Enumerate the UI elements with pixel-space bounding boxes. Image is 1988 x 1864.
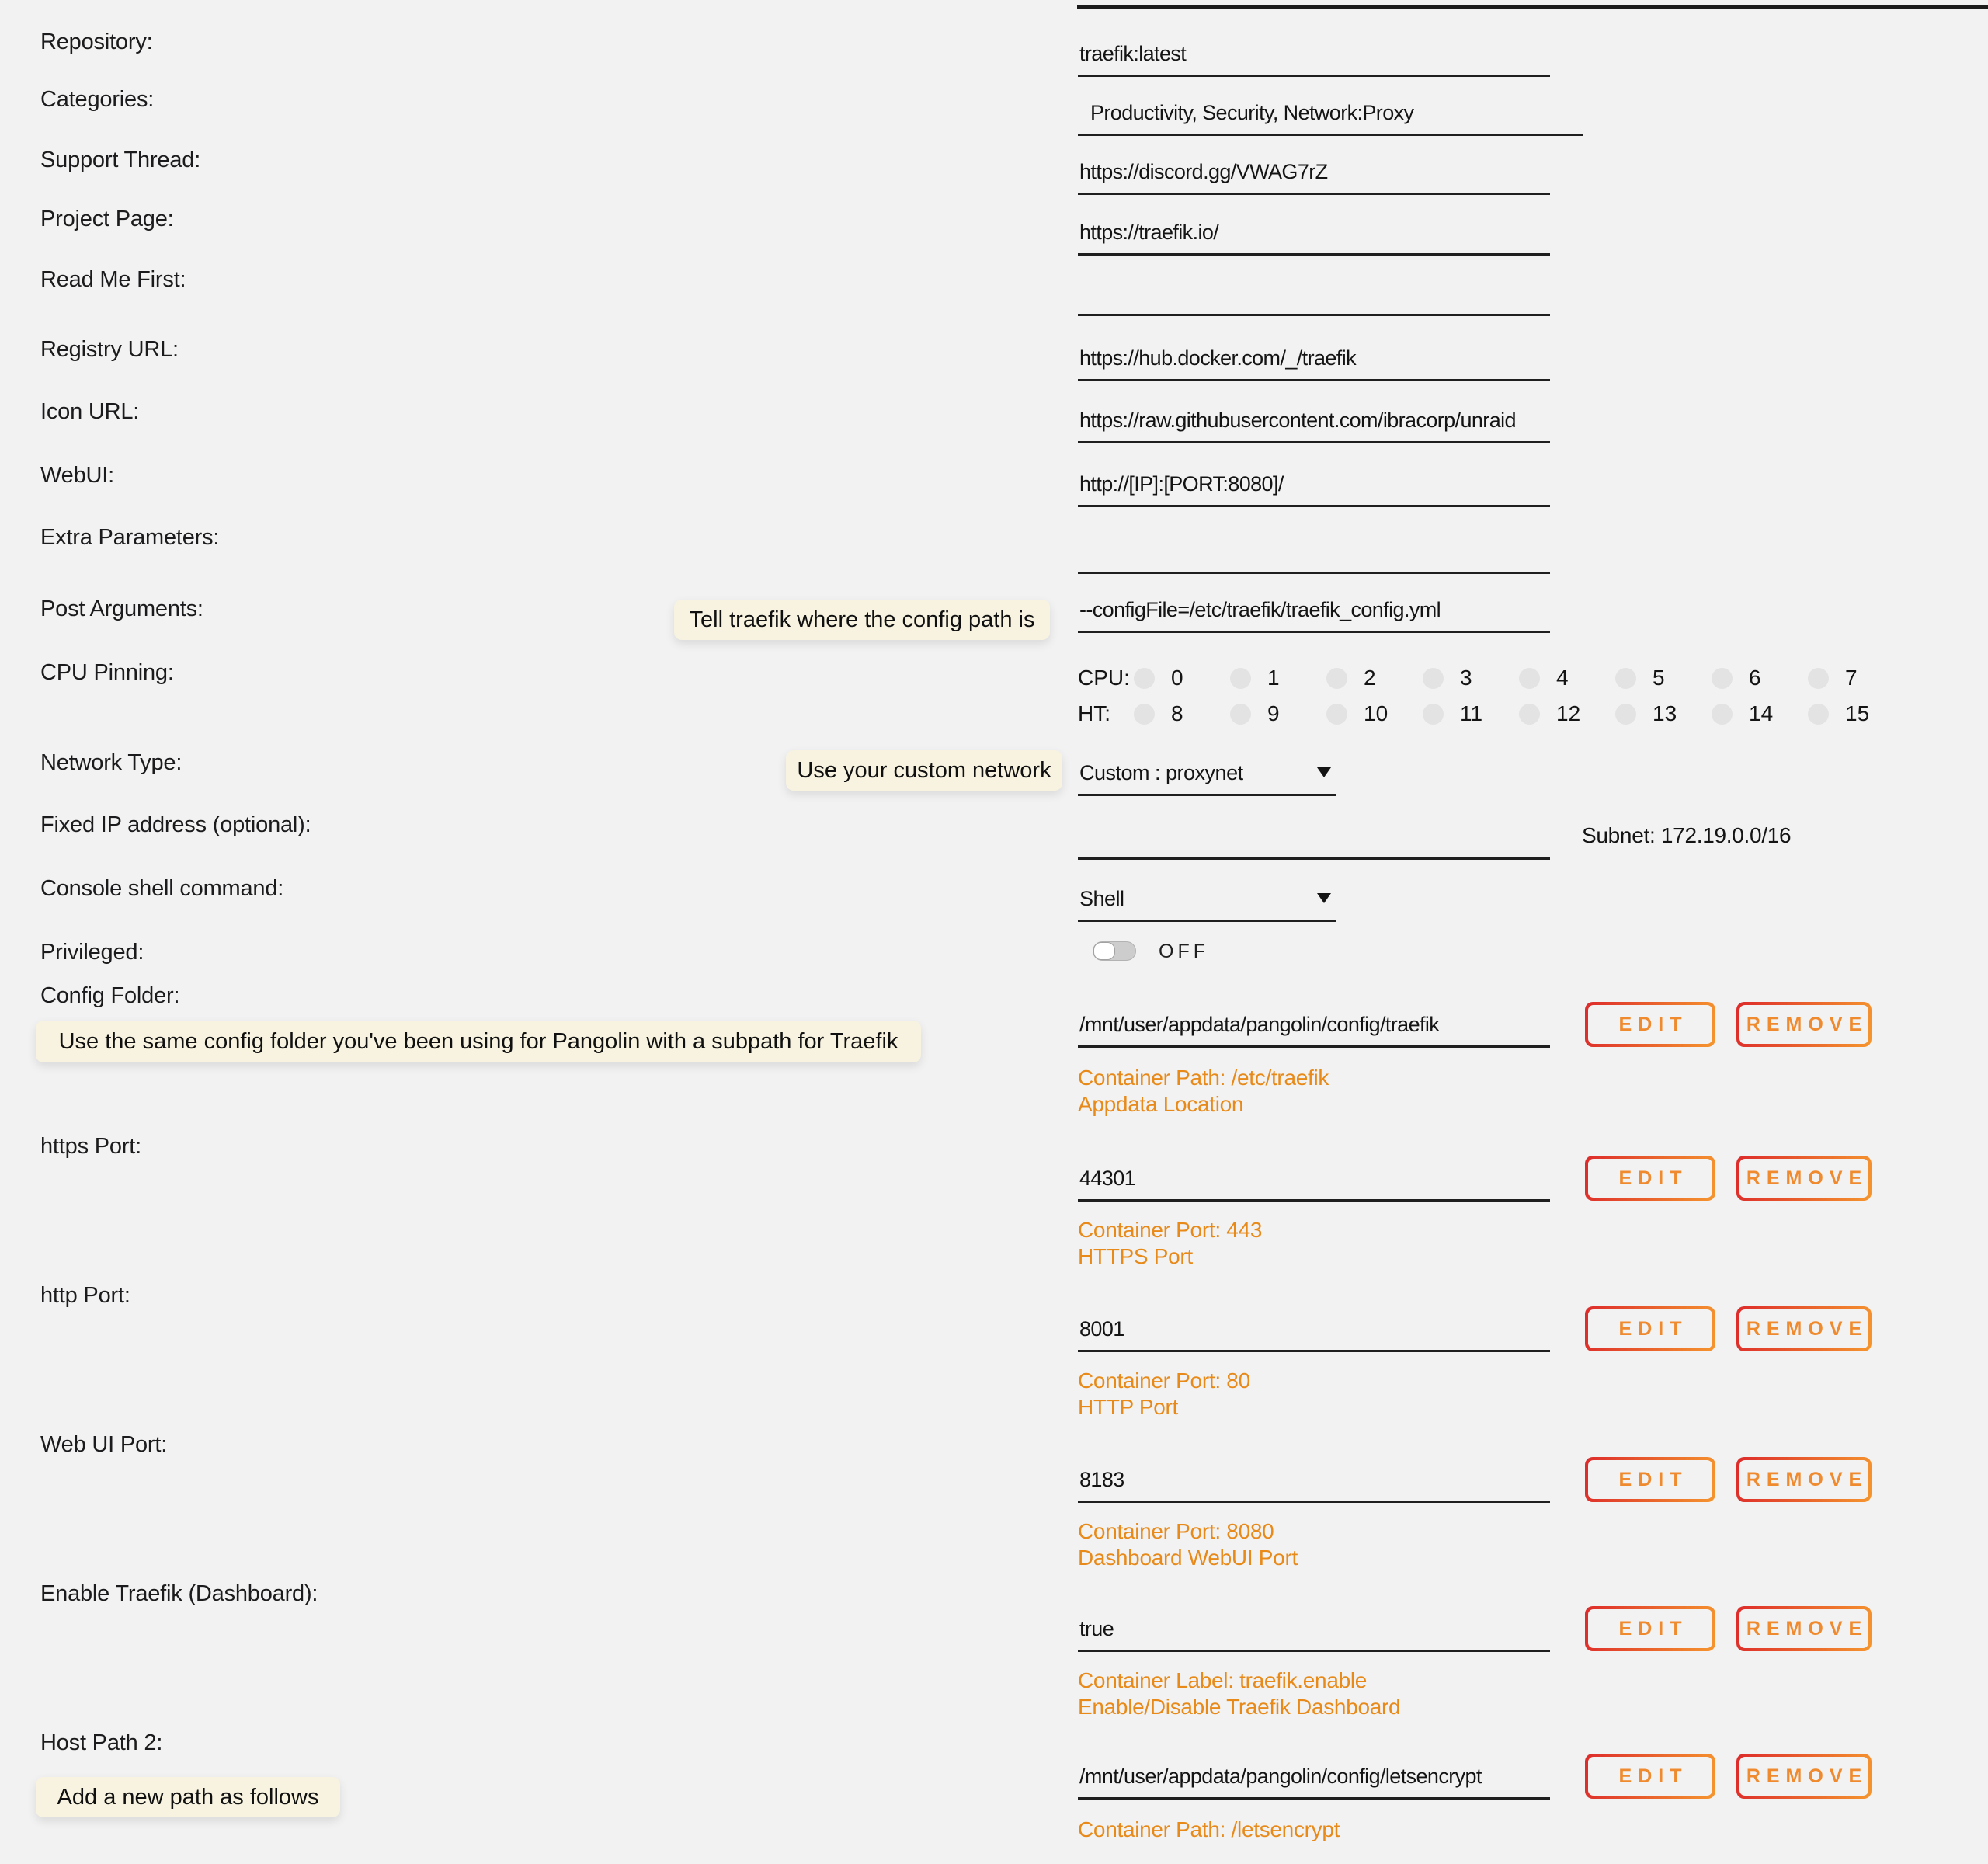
ht-row-label: HT:	[1078, 701, 1110, 725]
host-path-2-label: Host Path 2:	[40, 1730, 163, 1755]
enable-traefik-input[interactable]: true	[1079, 1617, 1114, 1640]
privileged-toggle-state: OFF	[1159, 941, 1209, 962]
support-thread-label: Support Thread:	[40, 148, 201, 172]
ht-11-checkbox[interactable]	[1423, 704, 1444, 725]
webui-underline	[1078, 505, 1550, 507]
cpu-5-checkbox[interactable]	[1615, 668, 1636, 689]
fixed-ip-underline	[1078, 857, 1550, 860]
cpu-0-checkbox[interactable]	[1134, 668, 1155, 689]
privileged-toggle[interactable]	[1093, 941, 1136, 961]
http-port-label: http Port:	[40, 1283, 130, 1308]
config-folder-description: Appdata Location	[1078, 1092, 1244, 1116]
config-folder-edit-button[interactable]: EDIT	[1585, 1002, 1715, 1047]
host-path-2-tooltip: Add a new path as follows	[36, 1777, 340, 1817]
config-folder-underline	[1078, 1045, 1550, 1048]
cpu-5-number: 5	[1653, 666, 1665, 690]
registry-url-label: Registry URL:	[40, 337, 179, 362]
toggle-knob	[1093, 942, 1115, 960]
cpu-0-number: 0	[1171, 666, 1183, 690]
icon-url-underline	[1078, 441, 1550, 443]
cpu-1-checkbox[interactable]	[1230, 668, 1251, 689]
registry-url-input[interactable]: https://hub.docker.com/_/traefik	[1079, 346, 1356, 370]
repository-input[interactable]: traefik:latest	[1079, 42, 1187, 65]
network-type-select[interactable]	[1079, 760, 1336, 788]
config-folder-label: Config Folder:	[40, 983, 180, 1008]
enable-traefik-container-label: Container Label: traefik.enable	[1078, 1668, 1368, 1692]
categories-underline	[1078, 134, 1583, 136]
support-thread-input[interactable]: https://discord.gg/VWAG7rZ	[1079, 160, 1328, 183]
post-arguments-label: Post Arguments:	[40, 596, 203, 621]
cpu-6-number: 6	[1749, 666, 1761, 690]
ht-13-checkbox[interactable]	[1615, 704, 1636, 725]
console-shell-underline	[1078, 920, 1336, 922]
registry-url-underline	[1078, 379, 1550, 381]
http-port-remove-button[interactable]: REMOVE	[1736, 1306, 1872, 1351]
console-shell-selected-value: Shell	[1079, 887, 1124, 910]
ht-14-checkbox[interactable]	[1712, 704, 1733, 725]
previous-field-underline	[1077, 5, 1988, 9]
webui-port-container-port: Container Port: 8080	[1078, 1519, 1274, 1543]
cpu-2-checkbox[interactable]	[1326, 668, 1347, 689]
https-port-underline	[1078, 1199, 1550, 1202]
ht-15-number: 15	[1845, 701, 1870, 725]
cpu-pinning-label: CPU Pinning:	[40, 660, 174, 685]
config-folder-tooltip: Use the same config folder you've been using for Pangolin with a subpath for Traefik	[36, 1021, 921, 1062]
project-page-underline	[1078, 253, 1550, 256]
webui-port-remove-button[interactable]: REMOVE	[1736, 1457, 1872, 1502]
cpu-7-checkbox[interactable]	[1808, 668, 1829, 689]
ht-9-checkbox[interactable]	[1230, 704, 1251, 725]
cpu-2-number: 2	[1364, 666, 1376, 690]
webui-port-label: Web UI Port:	[40, 1432, 168, 1457]
extra-parameters-label: Extra Parameters:	[40, 525, 220, 550]
repository-label: Repository:	[40, 30, 153, 54]
ht-13-number: 13	[1653, 701, 1677, 725]
repository-underline	[1078, 75, 1550, 77]
ht-14-number: 14	[1749, 701, 1774, 725]
webui-port-edit-button[interactable]: EDIT	[1585, 1457, 1715, 1502]
cpu-4-checkbox[interactable]	[1519, 668, 1540, 689]
config-folder-container-path: Container Path: /etc/traefik	[1078, 1066, 1329, 1090]
ht-11-number: 11	[1460, 701, 1483, 725]
support-thread-underline	[1078, 193, 1550, 195]
cpu-6-checkbox[interactable]	[1712, 668, 1733, 689]
https-port-container-port: Container Port: 443	[1078, 1218, 1263, 1242]
http-port-description: HTTP Port	[1078, 1395, 1179, 1419]
categories-input[interactable]: Productivity, Security, Network:Proxy	[1090, 101, 1414, 124]
enable-traefik-edit-button[interactable]: EDIT	[1585, 1606, 1715, 1651]
host-path-2-input[interactable]: /mnt/user/appdata/pangolin/config/letsencrypt	[1079, 1765, 1482, 1788]
icon-url-input[interactable]: https://raw.githubusercontent.com/ibracorp/unraid	[1079, 409, 1516, 432]
webui-port-input[interactable]: 8183	[1079, 1468, 1124, 1491]
network-type-selected-value: Custom : proxynet	[1079, 761, 1243, 784]
enable-traefik-label: Enable Traefik (Dashboard):	[40, 1581, 318, 1606]
project-page-label: Project Page:	[40, 207, 174, 231]
network-type-label: Network Type:	[40, 750, 182, 775]
cpu-1-number: 1	[1267, 666, 1280, 690]
http-port-input[interactable]: 8001	[1079, 1317, 1124, 1341]
ht-9-number: 9	[1267, 701, 1280, 725]
post-arguments-input[interactable]: --configFile=/etc/traefik/traefik_config.yml	[1079, 598, 1441, 621]
enable-traefik-description: Enable/Disable Traefik Dashboard	[1078, 1695, 1401, 1719]
cpu-4-number: 4	[1556, 666, 1569, 690]
https-port-remove-button[interactable]: REMOVE	[1736, 1156, 1872, 1201]
https-port-input[interactable]: 44301	[1079, 1167, 1136, 1190]
console-shell-label: Console shell command:	[40, 876, 284, 901]
cpu-3-checkbox[interactable]	[1423, 668, 1444, 689]
https-port-description: HTTPS Port	[1078, 1244, 1193, 1268]
ht-8-number: 8	[1171, 701, 1183, 725]
https-port-edit-button[interactable]: EDIT	[1585, 1156, 1715, 1201]
cpu-3-number: 3	[1460, 666, 1472, 690]
chevron-down-icon	[1317, 893, 1331, 903]
http-port-edit-button[interactable]: EDIT	[1585, 1306, 1715, 1351]
webui-input[interactable]: http://[IP]:[PORT:8080]/	[1079, 472, 1284, 496]
host-path-2-edit-button[interactable]: EDIT	[1585, 1754, 1715, 1799]
cpu-row-label: CPU:	[1078, 666, 1130, 690]
read-me-first-underline	[1078, 314, 1550, 316]
config-folder-input[interactable]: /mnt/user/appdata/pangolin/config/traefik	[1079, 1013, 1440, 1036]
http-port-container-port: Container Port: 80	[1078, 1368, 1250, 1393]
network-type-underline	[1078, 794, 1336, 796]
console-shell-select[interactable]	[1079, 885, 1336, 913]
post-arguments-tooltip: Tell traefik where the config path is	[674, 600, 1050, 640]
https-port-label: https Port:	[40, 1134, 141, 1159]
post-arguments-underline	[1078, 631, 1550, 633]
ht-10-checkbox[interactable]	[1326, 704, 1347, 725]
fixed-ip-label: Fixed IP address (optional):	[40, 812, 311, 837]
enable-traefik-underline	[1078, 1650, 1550, 1652]
host-path-2-underline	[1078, 1797, 1550, 1800]
host-path-2-remove-button[interactable]: REMOVE	[1736, 1754, 1872, 1799]
http-port-underline	[1078, 1350, 1550, 1352]
ht-12-number: 12	[1556, 701, 1581, 725]
webui-port-description: Dashboard WebUI Port	[1078, 1546, 1298, 1570]
webui-label: WebUI:	[40, 463, 114, 488]
cpu-7-number: 7	[1845, 666, 1858, 690]
config-folder-remove-button[interactable]: REMOVE	[1736, 1002, 1872, 1047]
project-page-input[interactable]: https://traefik.io/	[1079, 221, 1219, 244]
enable-traefik-remove-button[interactable]: REMOVE	[1736, 1606, 1872, 1651]
privileged-label: Privileged:	[40, 940, 144, 965]
ht-15-checkbox[interactable]	[1808, 704, 1829, 725]
icon-url-label: Icon URL:	[40, 399, 140, 424]
ht-12-checkbox[interactable]	[1519, 704, 1540, 725]
extra-parameters-underline	[1078, 572, 1550, 574]
webui-port-underline	[1078, 1501, 1550, 1503]
ht-8-checkbox[interactable]	[1134, 704, 1155, 725]
chevron-down-icon	[1317, 767, 1331, 777]
categories-label: Categories:	[40, 87, 155, 112]
host-path-2-container-path: Container Path: /letsencrypt	[1078, 1817, 1340, 1841]
subnet-info: Subnet: 172.19.0.0/16	[1582, 823, 1792, 847]
ht-10-number: 10	[1364, 701, 1388, 725]
read-me-first-label: Read Me First:	[40, 267, 186, 292]
network-type-tooltip: Use your custom network	[786, 750, 1062, 791]
